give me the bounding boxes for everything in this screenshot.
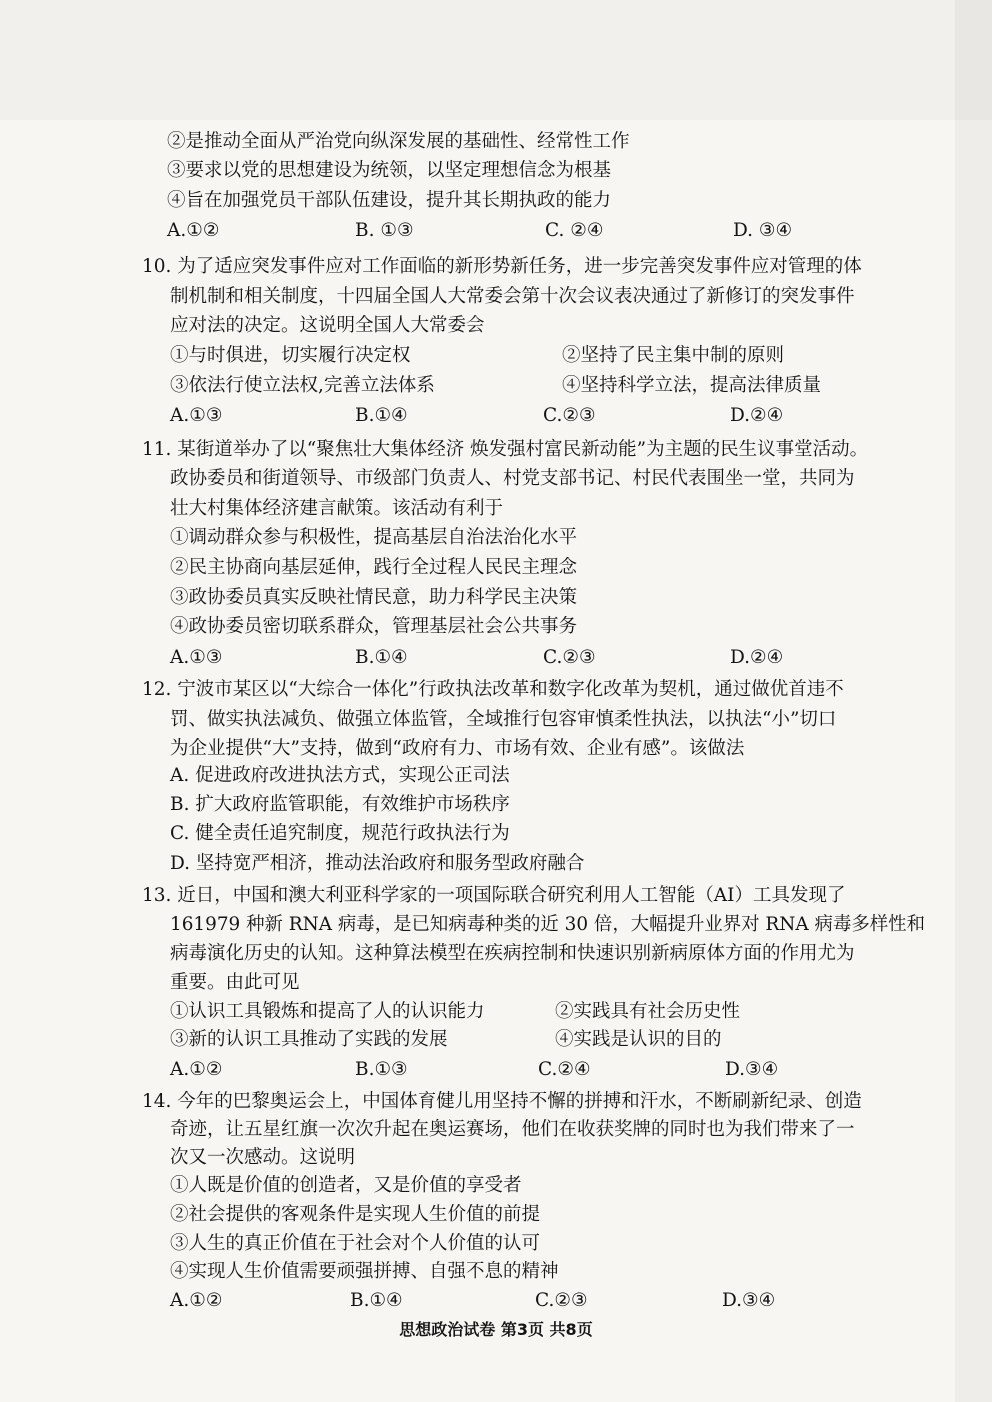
q13-stem-line-4: 重要。由此可见 [170,972,300,993]
q13-statement-1: ①认识工具锻炼和提高了人的认识能力 [170,1001,485,1022]
q9-option-d[interactable]: D. ③④ [733,220,793,241]
q12-option-c[interactable]: C. 健全责任追究制度，规范行政执法行为 [170,823,510,844]
q12-option-a[interactable]: A. 促进政府改进执法方式，实现公正司法 [170,765,510,786]
q14-stem-line-2: 奇迹，让五星红旗一次次升起在奥运赛场，他们在收获奖牌的同时也为我们带来了一 [170,1119,855,1140]
q13-stem-line-2: 161979 种新 RNA 病毒，是已知病毒种类的近 30 倍，大幅提升业界对 RNA 病毒多样性和 [170,914,926,935]
q13-option-d[interactable]: D.③④ [725,1059,779,1080]
q10-statement-2: ②坚持了民主集中制的原则 [562,345,785,366]
q13-stem-line-1: 13. 近日，中国和澳大利亚科学家的一项国际联合研究利用人工智能（AI）工具发现了 [142,885,846,906]
page-footer: 思想政治试卷 第3页 共8页 [399,1320,593,1339]
q10-stem-line-2: 制机制和相关制度，十四届全国人大常委会第十次会议表决通过了新修订的突发事件 [170,286,855,307]
q13-option-c[interactable]: C.②④ [538,1059,591,1080]
q13-statement-2: ②实践具有社会历史性 [555,1001,741,1022]
q11-option-d[interactable]: D.②④ [730,647,784,668]
q13-option-b[interactable]: B.①③ [355,1059,408,1080]
q11-statement-3: ③政协委员真实反映社情民意，助力科学民主决策 [170,587,578,608]
q12-stem-line-2: 罚、做实执法减负、做强立体监管，全域推行包容审慎柔性执法，以执法“小”切口 [170,709,837,730]
q14-option-d[interactable]: D.③④ [722,1290,776,1311]
q12-option-b[interactable]: B. 扩大政府监管职能，有效维护市场秩序 [170,794,510,815]
q12-stem-line-1: 12. 宁波市某区以“大综合一体化”行政执法改革和数字化改革为契机，通过做优首违不 [142,679,844,700]
q9-option-a[interactable]: A.①② [167,220,220,241]
q9-statement-4: ④旨在加强党员干部队伍建设，提升其长期执政的能力 [167,190,612,211]
q12-option-d[interactable]: D. 坚持宽严相济，推动法治政府和服务型政府融合 [170,853,585,874]
q13-statement-3: ③新的认识工具推动了实践的发展 [170,1029,448,1050]
q14-stem-line-3: 次又一次感动。这说明 [170,1147,356,1168]
q10-option-a[interactable]: A.①③ [170,405,223,426]
q10-statement-3: ③依法行使立法权,完善立法体系 [170,375,435,396]
q11-stem-line-1: 11. 某街道举办了以“聚焦壮大集体经济 焕发强村富民新动能”为主题的民生议事堂活动。 [142,439,869,460]
q13-option-a[interactable]: A.①② [170,1059,223,1080]
q14-statement-2: ②社会提供的客观条件是实现人生价值的前提 [170,1204,541,1225]
scan-shade-top [0,0,992,120]
q11-statement-2: ②民主协商向基层延伸，践行全过程人民民主理念 [170,557,578,578]
q10-statement-1: ①与时俱进，切实履行决定权 [170,345,411,366]
q14-option-b[interactable]: B.①④ [350,1290,403,1311]
q11-option-a[interactable]: A.①③ [170,647,223,668]
q14-stem-line-1: 14. 今年的巴黎奥运会上，中国体育健儿用坚持不懈的拼搏和汗水，不断刷新纪录、创造 [142,1091,862,1112]
scan-shade-right [955,0,992,1402]
q14-statement-4: ④实现人生价值需要顽强拼搏、自强不息的精神 [170,1261,559,1282]
q10-option-b[interactable]: B.①④ [355,405,408,426]
q11-option-c[interactable]: C.②③ [543,647,596,668]
q9-option-b[interactable]: B. ①③ [355,220,414,241]
q9-statement-2: ②是推动全面从严治党向纵深发展的基础性、经常性工作 [167,131,630,152]
q13-statement-4: ④实践是认识的目的 [555,1029,722,1050]
q11-stem-line-3: 壮大村集体经济建言献策。该活动有利于 [170,498,504,519]
q10-stem-line-3: 应对法的决定。这说明全国人大常委会 [170,315,485,336]
q14-option-c[interactable]: C.②③ [535,1290,588,1311]
q14-option-a[interactable]: A.①② [170,1290,223,1311]
q14-statement-1: ①人既是价值的创造者，又是价值的享受者 [170,1175,522,1196]
q9-statement-3: ③要求以党的思想建设为统领，以坚定理想信念为根基 [167,160,612,181]
q11-option-b[interactable]: B.①④ [355,647,408,668]
q10-stem-line-1: 10. 为了适应突发事件应对工作面临的新形势新任务，进一步完善突发事件应对管理的体 [142,256,862,277]
q10-statement-4: ④坚持科学立法，提高法律质量 [562,375,822,396]
q10-option-c[interactable]: C.②③ [543,405,596,426]
q10-option-d[interactable]: D.②④ [730,405,784,426]
q11-stem-line-2: 政协委员和街道领导、市级部门负责人、村党支部书记、村民代表围坐一堂，共同为 [170,468,855,489]
q11-statement-1: ①调动群众参与积极性，提高基层自治法治化水平 [170,527,578,548]
q11-statement-4: ④政协委员密切联系群众，管理基层社会公共事务 [170,616,578,637]
q9-option-c[interactable]: C. ②④ [545,220,604,241]
q13-stem-line-3: 病毒演化历史的认知。这种算法模型在疾病控制和快速识别新病原体方面的作用尤为 [170,943,855,964]
q12-stem-line-3: 为企业提供“大”支持，做到“政府有力、市场有效、企业有感”。该做法 [170,738,745,759]
q14-statement-3: ③人生的真正价值在于社会对个人价值的认可 [170,1233,541,1254]
